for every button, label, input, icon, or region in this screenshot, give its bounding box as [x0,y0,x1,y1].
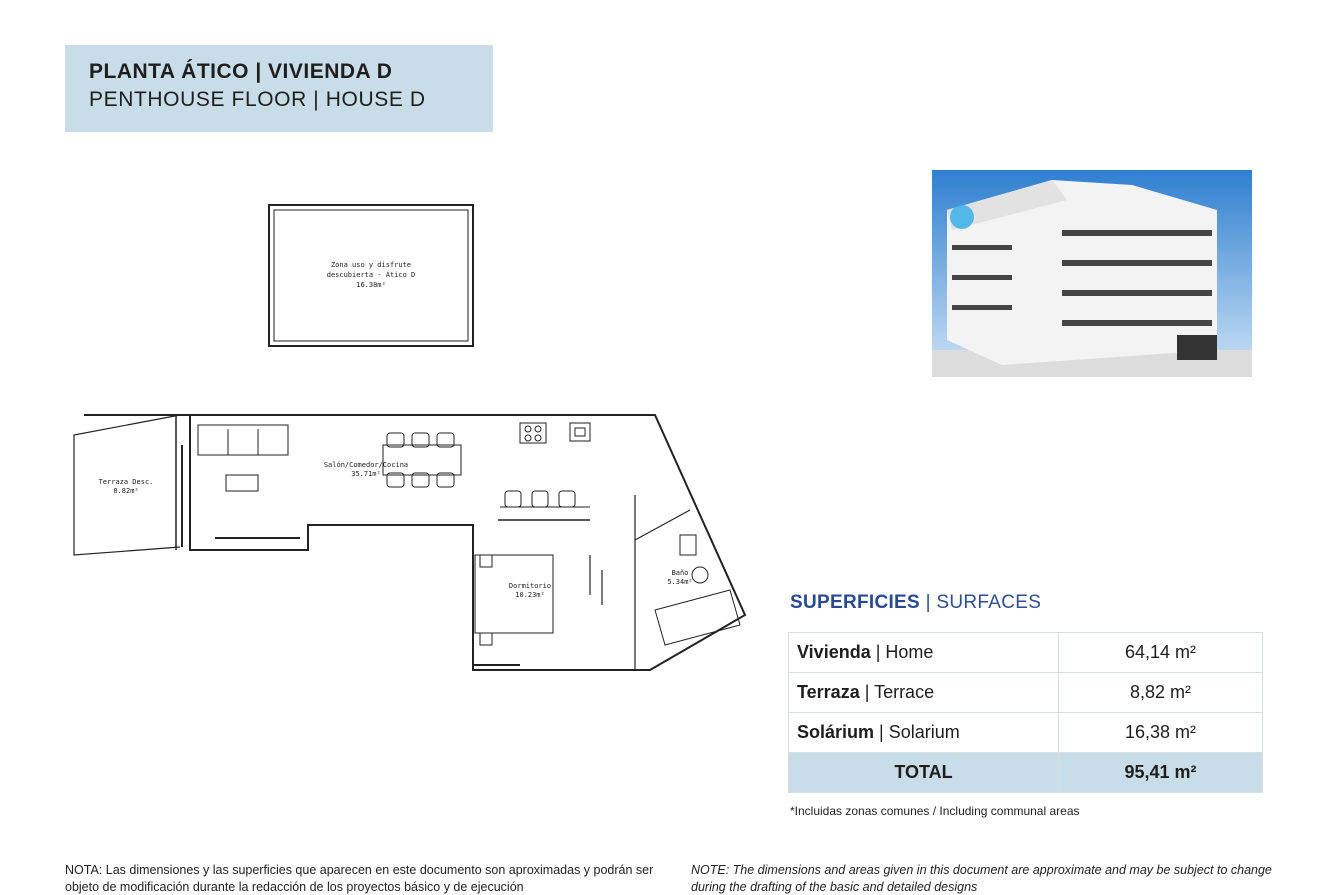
row-label-en: Solarium [888,722,960,742]
table-row [789,713,1263,753]
apartment-outline [84,415,745,670]
solarium-area: 16.38m² [356,281,386,289]
row-label: Terraza | Terrace [789,673,1059,713]
surfaces-title-es: SUPERFICIES [790,592,920,613]
solarium-zone [269,205,473,346]
terrace-zone [74,415,182,555]
bath-area: 5.34m² [667,578,693,586]
row-label: Vivienda | Home [789,633,1059,673]
title-spanish: PLANTA ÁTICO | VIVIENDA D [89,60,393,83]
solarium-label-2: descubierta - Ático D [326,271,416,279]
floor-plan [60,195,760,675]
kitchen-icon [498,423,590,520]
terrace-area: 8.82m² [113,487,139,495]
surfaces-title-separator: | [920,592,937,613]
note-english: NOTE: The dimensions and areas given in this document are approximate and may be subject to change during the drafting of the basic and detailed designs [691,863,1272,894]
total-label: TOTAL [789,753,1059,793]
surfaces-title-en: SURFACES [936,592,1042,613]
row-value: 8,82 m² [1059,673,1263,713]
total-value: 95,41 m² [1059,753,1263,793]
surfaces-title [790,592,1041,614]
row-label: Solárium | Solarium [789,713,1059,753]
row-label-en: Home [885,642,934,662]
row-label-es: Vivienda [797,642,871,662]
living-area: 35.71m² [351,470,381,478]
sofa-icon [198,425,288,491]
bedroom-area: 10.23m² [515,591,545,599]
row-label-es: Solárium [797,722,875,742]
surfaces-footnote: *Incluidas zonas comunes / Including communal areas [790,804,1080,818]
table-row [789,633,1263,673]
title-banner [65,45,493,132]
table-row [789,673,1263,713]
dining-table-icon [383,433,461,487]
solarium-label-1: Zona uso y disfrute [330,261,412,269]
bath-label: Baño [671,569,689,577]
title-english: PENTHOUSE FLOOR | HOUSE D [89,88,426,111]
living-label: Salón/Comedor/Cocina [323,461,409,469]
building-render-image [932,170,1252,377]
row-label-es: Terraza [797,682,860,702]
total-row [789,753,1263,793]
terrace-label: Terraza Desc. [98,478,154,486]
row-label-en: Terrace [874,682,935,702]
row-value: 64,14 m² [1059,633,1263,673]
surfaces-table [788,632,1263,793]
bathroom-zone [635,495,740,670]
bedroom-zone [473,555,602,665]
row-value: 16,38 m² [1059,713,1263,753]
bedroom-label: Dormitorio [508,582,552,590]
note-spanish: NOTA: Las dimensiones y las superficies que aparecen en este documento son aproximadas y podrán ser objeto de modificación durante la redacción de los proyectos básico y de ejecución [65,863,654,894]
